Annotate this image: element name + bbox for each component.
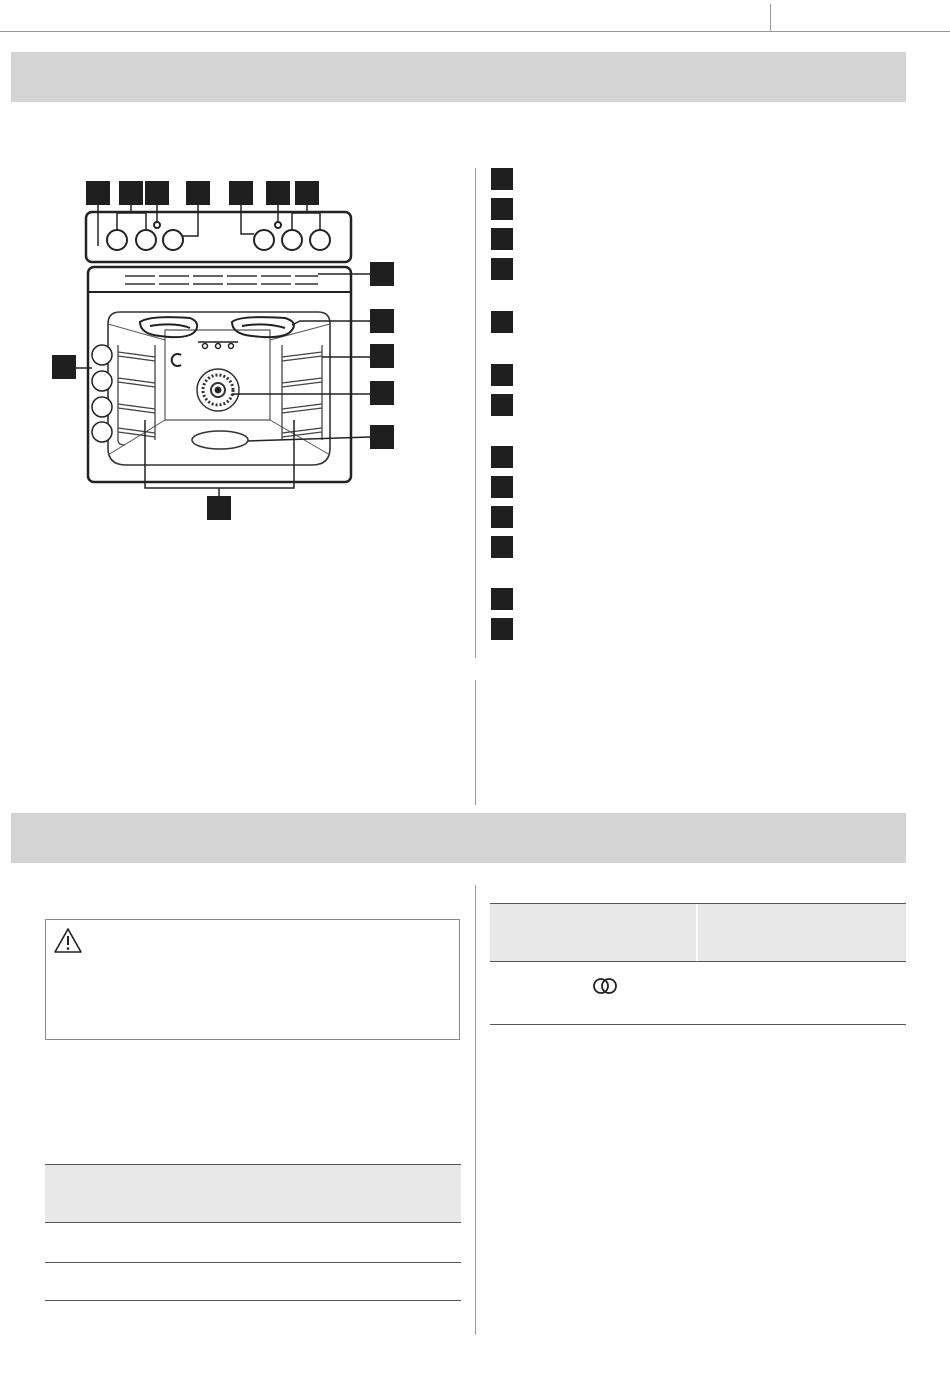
warning-box [45,919,460,1040]
right-table-header-divider [696,904,698,961]
left-table-header-rule [45,1222,461,1223]
legend-marker [491,198,513,220]
legend-marker [491,228,513,250]
legend-marker [491,588,513,610]
column-divider-bottom [475,885,476,1335]
right-table-bottom-rule [490,1024,906,1025]
dual-circle-icon [592,977,618,995]
section-header-band-1 [11,52,906,102]
oven-diagram [40,170,410,530]
legend-marker [491,536,513,558]
legend-marker [491,476,513,498]
top-crop-rule [0,31,950,32]
left-table-bottom-rule [45,1300,461,1301]
right-table-header-rule [490,961,906,962]
legend-marker [491,446,513,468]
left-table-row-rule [45,1262,461,1263]
left-table-header [45,1165,461,1222]
legend-marker [491,364,513,386]
legend-marker [491,258,513,280]
crop-tick [770,4,771,32]
legend-marker [491,168,513,190]
warning-triangle-icon [53,927,83,954]
legend-marker [491,506,513,528]
legend-marker [491,311,513,333]
column-divider-middle [475,680,476,805]
legend-marker [491,394,513,416]
column-divider-top [475,168,476,658]
right-table-header [490,904,906,961]
section-header-band-2 [11,813,906,863]
legend-marker [491,618,513,640]
